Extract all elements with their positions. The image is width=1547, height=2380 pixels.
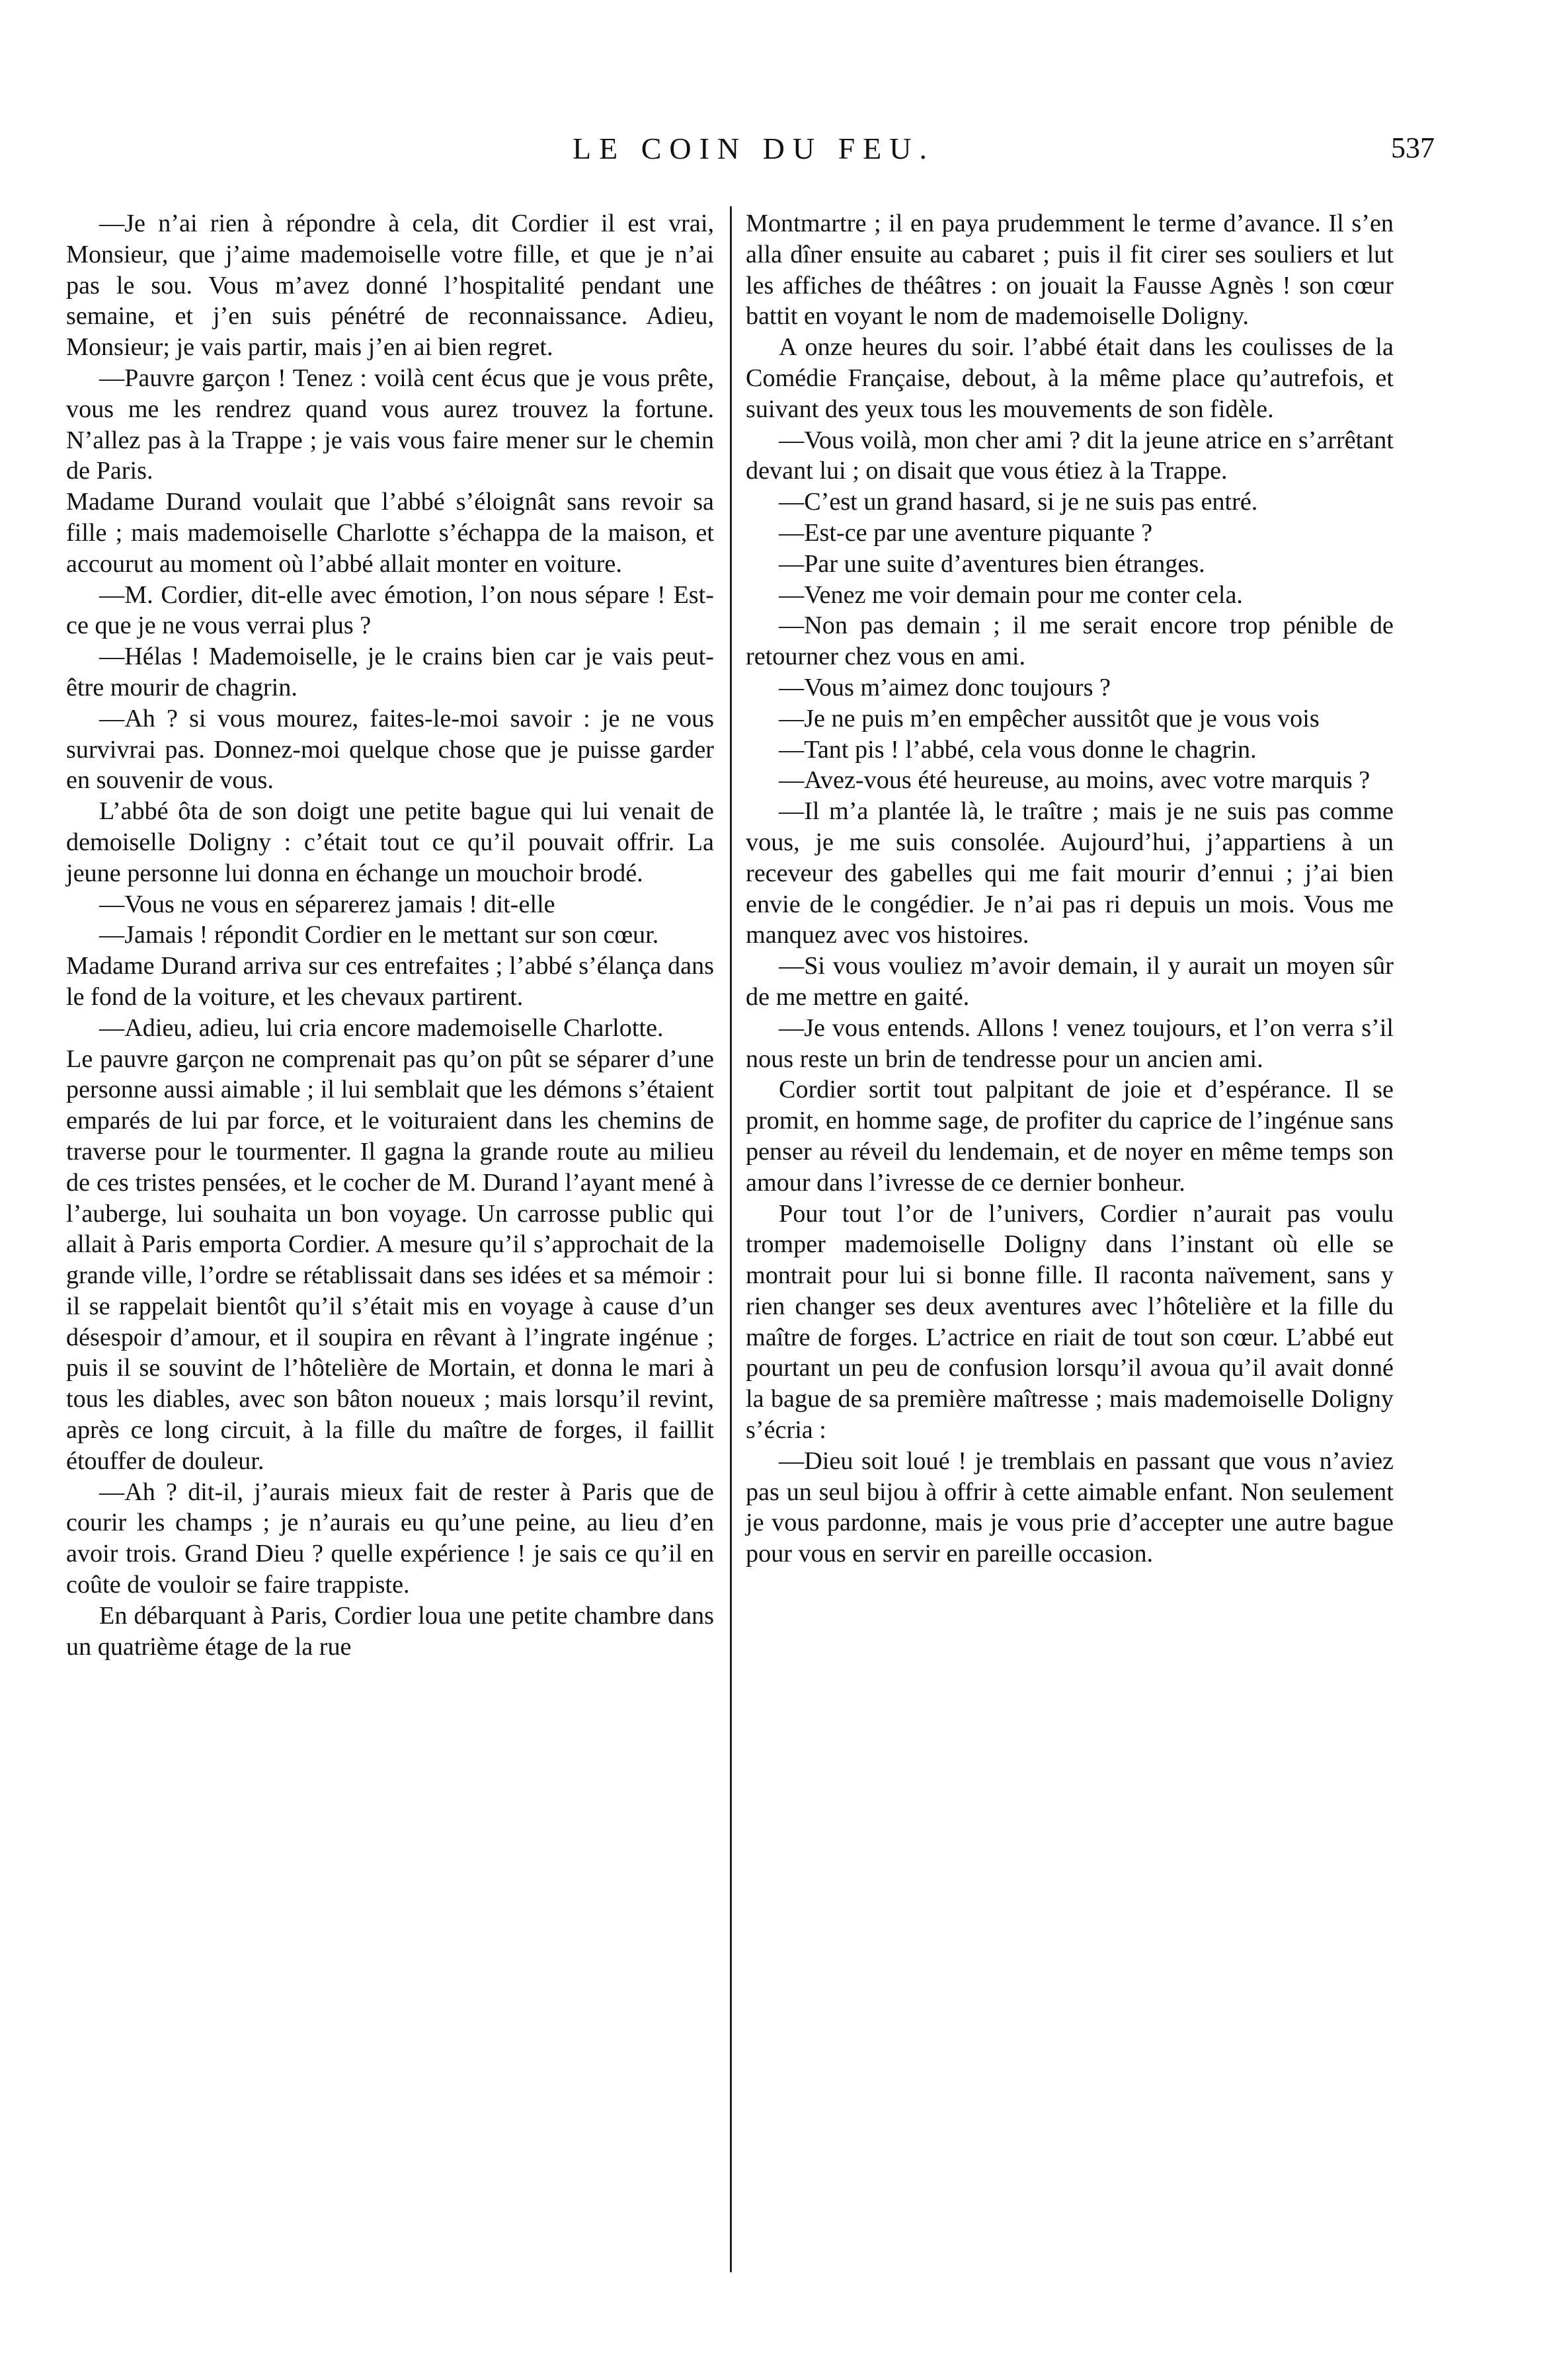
paragraph: —Jamais ! répondit Cordier en le mettant sur son cœur. [99,921,659,949]
page-header [73,131,1435,184]
paragraph: —Tant pis ! l’abbé, cela vous donne le chagrin. [779,735,1257,764]
paragraph: Madame Durand voulait que l’abbé s’éloignât sans revoir sa fille ; mais mademoiselle Charlotte s’échappa de la maison, et accourut au moment où l’abbé allait monter en voiture. [66,488,714,578]
paragraph: —Vous m’aimez donc toujours ? [779,673,1111,701]
page-number: 537 [1391,132,1435,164]
paragraph: —Ah ? si vous mourez, faites-le-moi savoir : je ne vous survivrai pas. Donnez-moi quelque chose que je puisse garder en souvenir de vous. [66,704,714,795]
paragraph: —Hélas ! Mademoiselle, je le crains bien car je vais peut-être mourir de chagrin. [66,643,714,701]
paragraph: Le pauvre garçon ne comprenait pas qu’on pût se séparer d’une personne aussi aimable ; il lui semblait que les démons s’étaient emparés de lui par force, et le voituraient dans les chemins de traverse pour le tourmenter. Il gagna la grande route au milieu de ces tristes pensées, et le cocher de M. Durand l’ayant mené à l’auberge, lui souhaita un bon voyage. Un carrosse public qui allait à Paris emporta Cordier. A mesure qu’il s’approchait de la grande ville, l’ordre se rétablissait dans ses idées et sa mémoir : il se rappelait bientôt qu’il s’était mis en voyage à cause d’un désespoir d’amour, et il soupira en rêvant à l’ingrate ingénue ; puis il se souvint de l’hôtelière de Mortain, et donna le mari à tous les diables, avec son bâton noueux ; mais lorsqu’il revint, après ce long circuit, à la fille du maître de forges, il faillit étouffer de douleur. [66,1045,714,1475]
paragraph: —Par une suite d’aventures bien étranges. [779,549,1205,578]
paragraph: Cordier sortit tout palpitant de joie et d’espérance. Il se promit, en homme sage, de profiter du caprice de l’ingénue sans penser au réveil du lendemain, et de noyer en même temps son amour dans l’ivresse de ce dernier bonheur. [746,1076,1394,1197]
paragraph: —Non pas demain ; il me serait encore trop pénible de retourner chez vous en ami. [746,612,1394,671]
paragraph: —C’est un grand hasard, si je ne suis pas entré. [779,488,1258,516]
paragraph: —Pauvre garçon ! Tenez : voilà cent écus que je vous prête, vous me les rendrez quand vous aurez trouvez la fortune. N’allez pas à la Trappe ; je vais vous faire mener sur le chemin de Paris. [66,364,714,485]
paragraph: —Avez-vous été heureuse, au moins, avec votre marquis ? [779,766,1370,795]
paragraph: —Je ne puis m’en empêcher aussitôt que je vous vois [779,704,1320,733]
paragraph: Pour tout l’or de l’univers, Cordier n’aurait pas voulu tromper mademoiselle Doligny dans l’instant où elle se montrait pour lui si bonne fille. Il raconta naïvement, sans y rien changer ses deux aventures avec l’hôtelière et la fille du maître de forges. L’actrice en riait de tout son cœur. L’abbé eut pourtant un peu de confusion lorsqu’il avoua qu’il avait donné la bague de sa première maîtresse ; mais mademoiselle Doligny s’écria : [746,1199,1394,1445]
paragraph: —Adieu, adieu, lui cria encore mademoiselle Charlotte. [99,1013,664,1042]
paragraph: —Est-ce par une aventure piquante ? [779,518,1153,547]
paragraph: Montmartre ; il en paya prudemment le terme d’avance. Il s’en alla dîner ensuite au cabaret ; puis il fit cirer ses souliers et lut les affiches de théâtres : on jouait la Fausse Agnès ! son cœur battit en voyant le nom de mademoiselle Doligny. [746,210,1394,331]
paragraph: —Je vous entends. Allons ! venez toujours, et l’on verra s’il nous reste un brin de tendresse pour un ancien ami. [746,1013,1394,1073]
paragraph: —Il m’a plantée là, le traître ; mais je ne suis pas comme vous, je me suis consolée. Aujourd’hui, j’appartiens à un receveur des gabelles qui me fait mourir d’ennui ; j’ai bien envie de le congédier. Je n’ai pas ri depuis un mois. Vous me manquez avec vos histoires. [746,797,1394,949]
left-column [66,208,714,1662]
running-title: LE COIN DU FEU. [573,132,935,165]
paragraph: —Vous voilà, mon cher ami ? dit la jeune atrice en s’arrêtant devant lui ; on disait que vous étiez à la Trappe. [746,426,1394,485]
paragraph: —M. Cordier, dit-elle avec émotion, l’on nous sépare ! Est-ce que je ne vous verrai plus ? [66,580,714,640]
paragraph: —Je n’ai rien à répondre à cela, dit Cordier il est vrai, Monsieur, que j’aime mademoiselle votre fille, et que je n’ai pas le sou. Vous m’avez donné l’hospitalité pendant une semaine, et j’en suis pénétré de reconnaissance. Adieu, Monsieur; je vais partir, mais j’en ai bien regret. [66,210,714,362]
paragraph: —Ah ? dit-il, j’aurais mieux fait de rester à Paris que de courir les champs ; je n’aurais eu qu’une peine, au lieu d’en avoir trois. Grand Dieu ? quelle expérience ! je sais ce qu’il en coûte de vouloir se faire trappiste. [66,1478,714,1599]
paragraph: —Dieu soit loué ! je tremblais en passant que vous n’aviez pas un seul bijou à offrir à cette aimable enfant. Non seulement je vous pardonne, mais je vous prie d’accepter une autre bague pour vous en servir en pareille occasion. [746,1447,1394,1568]
paragraph: A onze heures du soir. l’abbé était dans les coulisses de la Comédie Française, debout, à la même place qu’autrefois, et suivant des yeux tous les mouvements de son fidèle. [746,333,1394,423]
column-divider [730,206,732,2272]
paragraph: —Venez me voir demain pour me conter cela. [779,580,1243,609]
paragraph: En débarquant à Paris, Cordier loua une petite chambre dans un quatrième étage de la rue [66,1601,714,1661]
paragraph: L’abbé ôta de son doigt une petite bague qui lui venait de demoiselle Doligny : c’était tout ce qu’il pouvait offrir. La jeune personne lui donna en échange un mouchoir brodé. [66,797,714,887]
paragraph: —Si vous vouliez m’avoir demain, il y aurait un moyen sûr de me mettre en gaité. [746,952,1394,1011]
paragraph: Madame Durand arriva sur ces entrefaites ; l’abbé s’élança dans le fond de la voiture, et les chevaux partirent. [66,952,714,1011]
paragraph: —Vous ne vous en séparerez jamais ! dit-elle [99,890,555,918]
right-column [746,208,1394,1569]
